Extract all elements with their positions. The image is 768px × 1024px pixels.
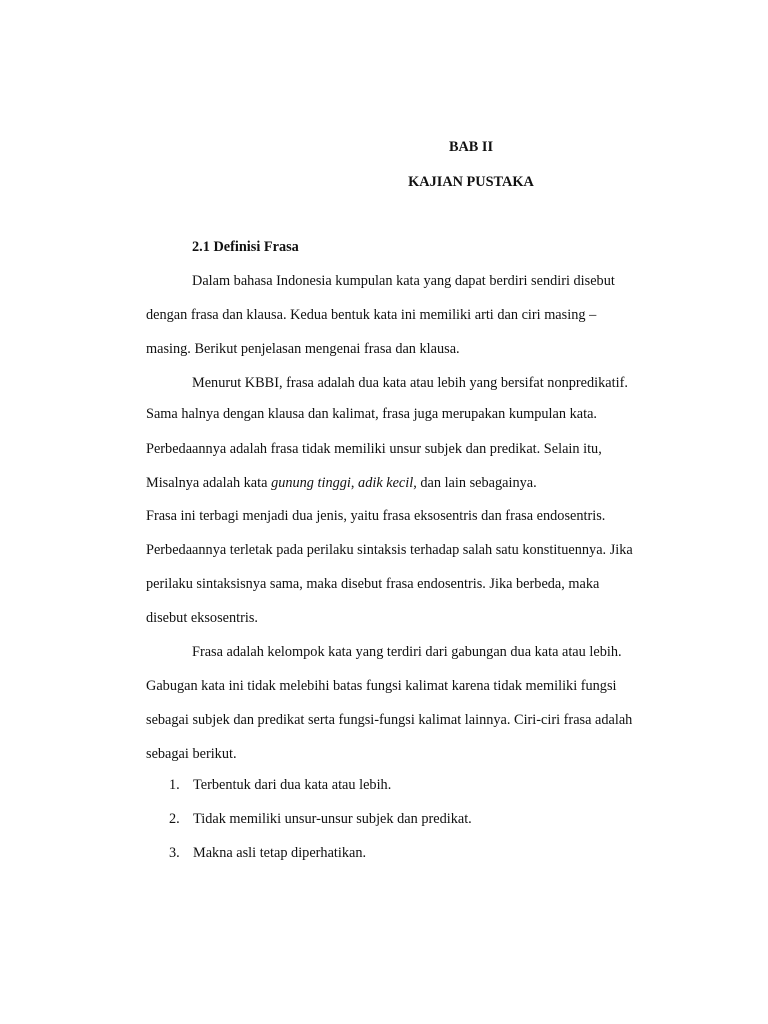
paragraph-2-line-1: Menurut KBBI, frasa adalah dua kata atau lebih yang bersifat nonpredikatif. <box>192 375 628 391</box>
section-heading: 2.1 Definisi Frasa <box>192 239 299 255</box>
paragraph-2-line-2: Sama halnya dengan klausa dan kalimat, frasa juga merupakan kumpulan kata. <box>146 406 597 422</box>
chapter-number: BAB II <box>448 139 494 155</box>
paragraph-4-line-2: Gabugan kata ini tidak melebihi batas fungsi kalimat karena tidak memiliki fungsi <box>146 678 617 694</box>
paragraph-3-line-3: perilaku sintaksisnya sama, maka disebut frasa endosentris. Jika berbeda, maka <box>146 576 600 592</box>
list-marker: 2. <box>169 811 180 827</box>
paragraph-3-line-1: Frasa ini terbagi menjadi dua jenis, yaitu frasa eksosentris dan frasa endosentris. <box>146 508 606 524</box>
paragraph-3-line-4: disebut eksosentris. <box>146 610 258 626</box>
paragraph-4-line-4: sebagai berikut. <box>146 746 237 762</box>
paragraph-4-line-1: Frasa adalah kelompok kata yang terdiri dari gabungan dua kata atau lebih. <box>192 644 622 660</box>
example-prefix: Misalnya adalah kata <box>146 475 272 491</box>
list-item-text: Tidak memiliki unsur-unsur subjek dan predikat. <box>193 811 472 827</box>
paragraph-1-line-3: masing. Berikut penjelasan mengenai frasa dan klausa. <box>146 341 460 357</box>
example-adik-kecil: adik kecil <box>358 475 414 491</box>
paragraph-3-line-2: Perbedaannya terletak pada perilaku sintaksis terhadap salah satu konstituennya. Jika <box>146 542 633 558</box>
list-item-text: Terbentuk dari dua kata atau lebih. <box>193 777 392 793</box>
paragraph-4-line-3: sebagai subjek dan predikat serta fungsi-fungsi kalimat lainnya. Ciri-ciri frasa adalah <box>146 712 633 728</box>
example-separator: , <box>350 475 359 491</box>
paragraph-1-line-1: Dalam bahasa Indonesia kumpulan kata yang dapat berdiri sendiri disebut <box>192 273 615 289</box>
example-suffix: , dan lain sebagainya. <box>413 475 537 491</box>
paragraph-1-line-2: dengan frasa dan klausa. Kedua bentuk kata ini memiliki arti dan ciri masing – <box>146 307 597 323</box>
list-marker: 1. <box>169 777 180 793</box>
list-item-text: Makna asli tetap diperhatikan. <box>193 845 367 861</box>
example-gunung-tinggi: gunung tinggi <box>271 475 351 491</box>
paragraph-2-line-4 <box>146 474 537 492</box>
chapter-title: KAJIAN PUSTAKA <box>408 174 534 190</box>
paragraph-2-line-3: Perbedaannya adalah frasa tidak memiliki unsur subjek dan predikat. Selain itu, <box>146 441 602 457</box>
list-marker: 3. <box>169 845 180 861</box>
